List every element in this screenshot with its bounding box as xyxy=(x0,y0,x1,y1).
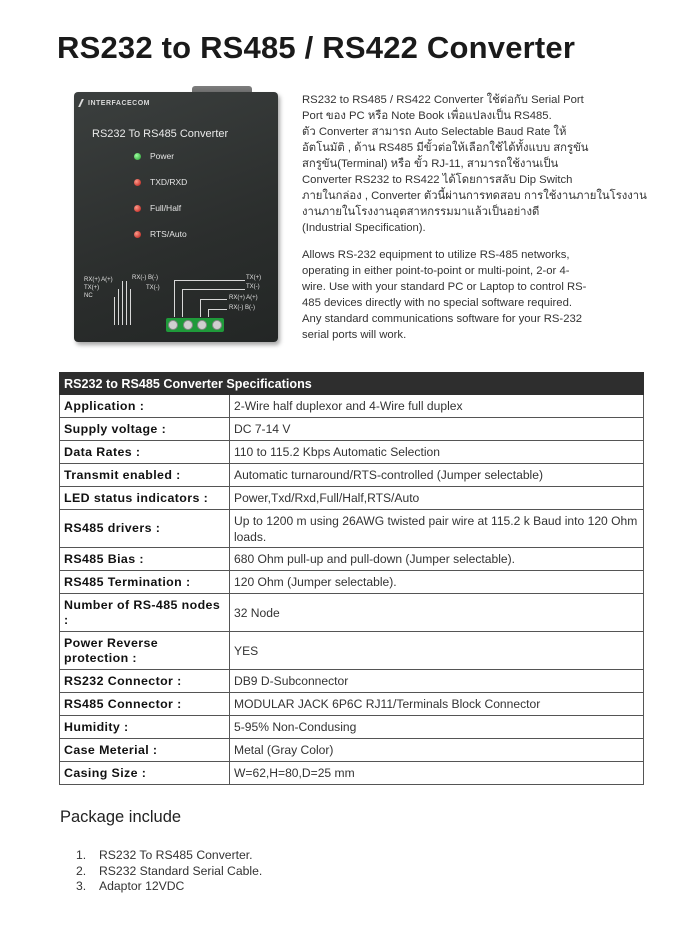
brand-label: INTERFACECOM xyxy=(88,100,150,107)
spec-key: Supply voltage : xyxy=(60,418,230,441)
led-label: Power xyxy=(150,151,175,161)
spec-key: Number of RS-485 nodes : xyxy=(60,594,230,632)
wire-line xyxy=(114,297,116,325)
spec-value: Automatic turnaround/RTS-controlled (Jumper selectable) xyxy=(230,464,644,487)
wire-line xyxy=(130,289,132,325)
spec-key: Power Reverse protection : xyxy=(60,632,230,670)
description-line: ภายในกล่อง , Converter ตัวนี้ผ่านการทดสอบ การใช้งานภายในโรงงาน xyxy=(302,190,647,202)
list-number: 1. xyxy=(76,848,87,862)
spec-key: RS485 Bias : xyxy=(60,548,230,571)
table-row xyxy=(60,693,644,716)
description-line: อัตโนมัติ , ด้าน RS485 มีขั้วต่อให้เลือกใช้ได้ทั้งแบบ สกรูขัน xyxy=(302,142,589,154)
spec-value: W=62,H=80,D=25 mm xyxy=(230,762,644,785)
description-line: Converter RS232 to RS422 ได้โดยการสลับ Dip Switch xyxy=(302,174,573,186)
table-row xyxy=(60,548,644,571)
spec-key: Humidity : xyxy=(60,716,230,739)
list-item xyxy=(76,864,262,880)
pin-label: TX(+) xyxy=(246,275,262,281)
spec-value: Metal (Gray Color) xyxy=(230,739,644,762)
spec-key: Data Rates : xyxy=(60,441,230,464)
description-gap xyxy=(302,236,642,247)
led-label: RTS/Auto xyxy=(150,229,187,239)
description-line: Port ของ PC หรือ Note Book เพื่อแปลงเป็น RS485. xyxy=(302,110,552,122)
spec-key: RS485 drivers : xyxy=(60,510,230,548)
led-icon xyxy=(134,231,141,238)
spec-table-title: RS232 to RS485 Converter Specifications xyxy=(60,373,644,395)
spec-value: 2-Wire half duplexor and 4-Wire full duplex xyxy=(230,395,644,418)
table-row xyxy=(60,716,644,739)
led-full-half xyxy=(134,202,181,214)
table-row xyxy=(60,441,644,464)
led-icon xyxy=(134,205,141,212)
spec-value: 120 Ohm (Jumper selectable). xyxy=(230,571,644,594)
screw-icon xyxy=(212,320,222,330)
description-line: งานภายในโรงงานอุตสาหกรรมมาแล้วเป็นอย่างดี xyxy=(302,206,540,218)
spec-value: Power,Txd/Rxd,Full/Half,RTS/Auto xyxy=(230,487,644,510)
product-description xyxy=(302,92,647,343)
spec-value: DC 7-14 V xyxy=(230,418,644,441)
list-text: RS232 To RS485 Converter. xyxy=(99,848,253,862)
table-row xyxy=(60,739,644,762)
spec-key: RS485 Termination : xyxy=(60,571,230,594)
pin-label: RX(+) A(+) xyxy=(229,295,258,301)
spec-key: Casing Size : xyxy=(60,762,230,785)
wire-line xyxy=(208,309,227,317)
spec-value: 32 Node xyxy=(230,594,644,632)
table-row xyxy=(60,670,644,693)
list-item xyxy=(76,879,262,895)
description-line: serial ports will work. xyxy=(302,329,407,341)
description-line: สกรูขัน(Terminal) หรือ ขั้ว RJ-11, สามารถใช้งานเป็น xyxy=(302,158,559,170)
description-line: Allows RS-232 equipment to utilize RS-485 networks, xyxy=(302,249,570,261)
pin-label: TX(-) xyxy=(146,285,160,291)
spec-key: RS485 Connector : xyxy=(60,693,230,716)
table-row xyxy=(60,571,644,594)
spec-key: Case Meterial : xyxy=(60,739,230,762)
spec-value: YES xyxy=(230,632,644,670)
table-row xyxy=(60,487,644,510)
wire-line xyxy=(126,281,128,325)
led-rts-auto xyxy=(134,228,187,240)
spec-key: LED status indicators : xyxy=(60,487,230,510)
pin-label: NC xyxy=(84,293,93,299)
pin-label: RX(-) B(-) xyxy=(132,275,158,281)
spec-value: DB9 D-Subconnector xyxy=(230,670,644,693)
led-label: Full/Half xyxy=(150,203,182,213)
package-title: Package include xyxy=(60,808,182,826)
spec-key: Transmit enabled : xyxy=(60,464,230,487)
led-power xyxy=(134,150,174,162)
spec-key: RS232 Connector : xyxy=(60,670,230,693)
led-icon xyxy=(134,179,141,186)
pin-label: TX(+) xyxy=(84,285,100,291)
description-line: 485 devices directly with no special software required. xyxy=(302,297,573,309)
spec-value: MODULAR JACK 6P6C RJ11/Terminals Block Connector xyxy=(230,693,644,716)
table-row xyxy=(60,632,644,670)
package-list xyxy=(76,848,262,895)
screw-icon xyxy=(197,320,207,330)
table-row xyxy=(60,762,644,785)
list-text: RS232 Standard Serial Cable. xyxy=(99,863,263,878)
list-text: Adaptor 12VDC xyxy=(99,879,185,893)
table-row xyxy=(60,395,644,418)
spec-value: 680 Ohm pull-up and pull-down (Jumper selectable). xyxy=(230,548,644,571)
led-label: TXD/RXD xyxy=(150,177,188,187)
description-line: Any standard communications software for your RS-232 xyxy=(302,313,583,325)
led-txd-rxd xyxy=(134,176,187,188)
table-row xyxy=(60,594,644,632)
spec-table-header xyxy=(60,373,644,395)
screw-icon xyxy=(183,320,193,330)
description-line: ตัว Converter สามารถ Auto Selectable Baud Rate ให้ xyxy=(302,126,567,138)
device-label: RS232 To RS485 Converter xyxy=(92,128,229,140)
converter-box xyxy=(74,92,278,342)
spec-value: 110 to 115.2 Kbps Automatic Selection xyxy=(230,441,644,464)
spec-value: 5-95% Non-Condusing xyxy=(230,716,644,739)
table-row xyxy=(60,418,644,441)
table-row xyxy=(60,510,644,548)
description-line: wire. Use with your standard PC or Laptop to control RS- xyxy=(302,281,587,293)
pin-label: TX(-) xyxy=(246,284,260,290)
spec-table xyxy=(59,372,644,785)
terminal-block xyxy=(166,318,224,332)
screw-icon xyxy=(168,320,178,330)
description-line: operating in either point-to-point or multi-point, 2-or 4- xyxy=(302,265,570,277)
wire-line xyxy=(122,281,124,325)
spec-value: Up to 1200 m using 26AWG twisted pair wire at 115.2 k Baud into 120 Ohm loads. xyxy=(230,510,644,548)
product-image xyxy=(74,70,278,342)
spec-key: Application : xyxy=(60,395,230,418)
wire-line xyxy=(118,289,120,325)
list-number: 3. xyxy=(76,879,87,893)
list-item xyxy=(76,848,262,864)
pin-label: RX(+) A(+) xyxy=(84,277,113,283)
description-line: RS232 to RS485 / RS422 Converter ใช้ต่อกับ Serial Port xyxy=(302,94,584,106)
table-row xyxy=(60,464,644,487)
list-number: 2. xyxy=(76,863,87,878)
page-title: RS232 to RS485 / RS422 Converter xyxy=(57,30,576,65)
led-icon xyxy=(134,153,141,160)
description-line: (Industrial Specification). xyxy=(302,222,426,234)
pin-label: RX(-) B(-) xyxy=(229,305,255,311)
